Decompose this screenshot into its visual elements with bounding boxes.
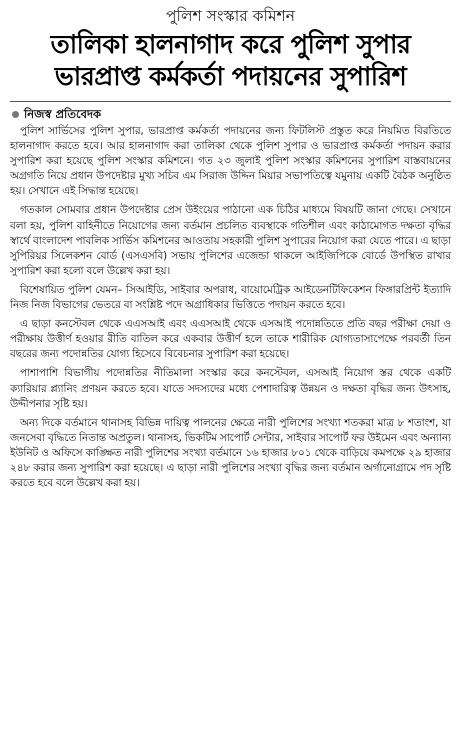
divider: [10, 101, 451, 102]
byline: [10, 107, 451, 122]
paragraph: পাশাপাশি বিভাগীয় পদোন্নতির নীতিমালা সংস্কার করে কনস্টেবল, এসআই নিয়োগ স্তর থেকে একটি ক্যারিয়ার প্ল্যানিং প্রণয়ন করতে হবে। যাতে সদস্যদের মধ্যে পেশাদারিত্ব উন্নয়ন ও দক্ষতা বৃদ্ধির জন্য উৎসাহ, উদ্দীপনার সৃষ্টি হয়।: [10, 367, 451, 410]
paragraph: গতকাল সোমবার প্রধান উপদেষ্টার প্রেস উইংয়ের পাঠানো এক চিঠির মাধ্যমে বিষয়টি জানা গেছে। সেখানে বলা হয়, পুলিশ বাহিনীতে নিয়োগের জন্য বর্তমান প্রচলিত ব্যবস্থাকে গতিশীল এবং কাঠামোগত দক্ষতা বৃদ্ধির স্বার্থে বাংলাদেশ পাবলিক সার্ভিস কমিশনের আওতায় সহকারী পুলিশ সুপারের নিয়োগ করা যেতে পারে। এ ছাড়া সুপিরিয়র সিলেকশন বোর্ড (এসএসবি) সভায় পুলিশের এজেন্ডা থাকলে আইজিপিকে বোর্ডে উপস্থিত রাখার সুপারিশ করা হলো বলে উল্লেখ করা হয়।: [10, 204, 451, 277]
headline-line-1: তালিকা হালনাগাদ করে পুলিশ সুপার: [50, 30, 411, 60]
bullet-icon: [12, 111, 19, 118]
paragraph: এ ছাড়া কনস্টেবল থেকে এএসআই এবং এএসআই থেকে এসআই পদোন্নতিতে প্রতি বছর পরীক্ষা দেয়া ও পরীক্ষায় উত্তীর্ণ হওয়ার রীতি বাতিল করে একবার উত্তীর্ণ হলে তাকে শারীরিক যোগ্যতাসাপেক্ষে পরবর্তী তিন বছরের জন্য পদোন্নতির যোগ্য হিসেবে বিবেচনার সুপারিশ করা হয়েছে।: [10, 318, 451, 361]
kicker: পুলিশ সংস্কার কমিশন: [166, 7, 295, 25]
paragraph: বিশেষায়িত পুলিশ যেমন– সিআইডি, সাইবার অপরাধ, বায়োমেট্রিক আইডেনটিফিকেশন ফিঙ্গারপ্রিন্ট ইত্যাদি নিজ নিজ বিভাগের ভেতরে বা সংশ্লিষ্ট পদে অগ্রাধিকার ভিত্তিতে পদায়ন করতে হবে।: [10, 283, 451, 312]
headline-line-2: ভারপ্রাপ্ত কর্মকর্তা পদায়নের সুপারিশ: [54, 62, 407, 92]
article-body: [10, 124, 451, 491]
byline-text: নিজস্ব প্রতিবেদক: [24, 107, 102, 121]
paragraph: অন্য দিকে বর্তমানে থানাসহ বিভিন্ন দায়িত্ব পালনের ক্ষেত্রে নারী পুলিশের সংখ্যা শতকরা মাত্র ৮ শতাংশ, যা জনসেবা বৃদ্ধিতে নিতান্ত অপ্রতুল। থানাসহ, ভিকটিম সাপোর্ট সেন্টার, সাইবার সাপোর্ট ফর উইমেন এবং অন্যান্য ইউনিট ও অফিসে কাঙ্ক্ষিত নারী পুলিশের সংখ্যা বর্তমানে ১৬ হাজার ৮০১ থেকে বাড়িয়ে কমপক্ষে ২৯ হাজার ২৪৮ করার জন্য সুপারিশ করা হয়েছে। এ ছাড়া নারী পুলিশের সংখ্যা বৃদ্ধির জন্য বর্তমান অর্গানোগ্রামে পদ সৃষ্টি করতে হবে বলে উল্লেখ করা হয়।: [10, 416, 451, 490]
headline: [10, 29, 451, 93]
paragraph: পুলিশ সার্ভিসের পুলিশ সুপার, ভারপ্রাপ্ত কর্মকর্তা পদায়নের জন্য ফিটলিস্ট প্রস্তুত করে নিয়মিত বিরতিতে হালনাগাদ করতে হবে। আর হালনাগাদ করা তালিকা থেকে পুলিশ সুপার ও ভারপ্রাপ্ত কর্মকর্তা পদায়ন করার সুপারিশ করা হয়েছে পুলিশ সংস্কার কমিশনে। গত ২৩ জুলাই পুলিশ সংস্কার কমিশনের সুপারিশ বাস্তবায়নের অগ্রগতি নিয়ে প্রধান উপদেষ্টার মুখ্য সচিব এম সিরাজ উদ্দিন মিয়ার সভাপতিত্বে যমুনায় একটি বৈঠক অনুষ্ঠিত হয়। সেখানে এই সিদ্ধান্ত হয়েছে।: [10, 125, 451, 198]
